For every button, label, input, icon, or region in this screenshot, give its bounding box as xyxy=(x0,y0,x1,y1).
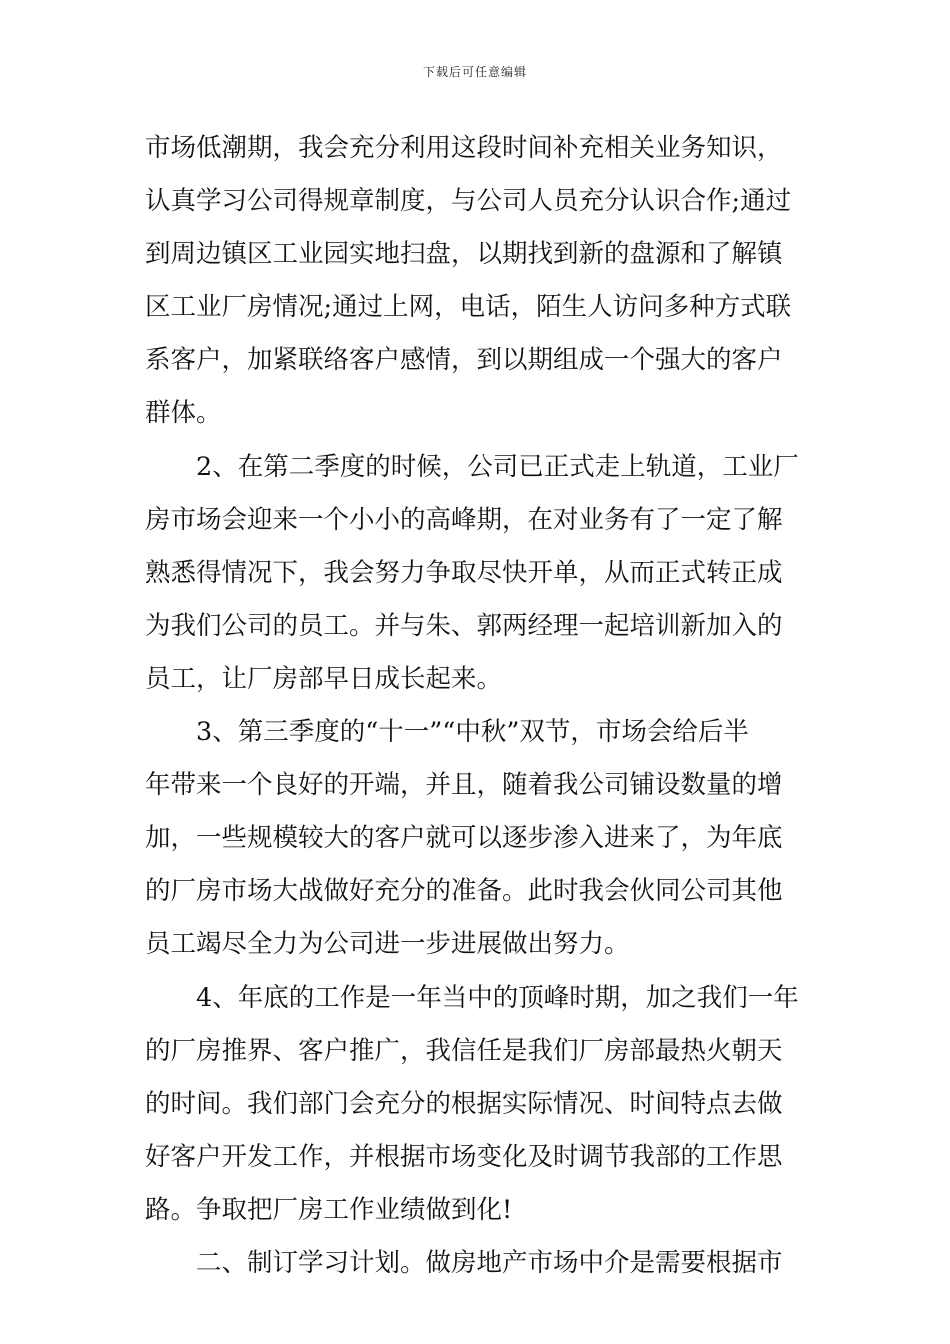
paragraph-5 xyxy=(145,1237,807,1290)
text-line: 群体。 xyxy=(145,398,222,429)
text-line: 的厂房推界、客户推广，我信任是我们厂房部最热火朝天 xyxy=(145,1035,783,1066)
page-header: 下载后可任意编辑 xyxy=(422,65,527,79)
paragraph-4 xyxy=(145,972,807,1237)
text-line: 二、制订学习计划。做房地产市场中介是需要根据市 xyxy=(196,1247,783,1278)
text-line: 的厂房市场大战做好充分的准备。此时我会伙同公司其他 xyxy=(145,876,783,907)
text-line: 熟悉得情况下，我会努力争取尽快开单，从而正式转正成 xyxy=(145,557,783,588)
document-body xyxy=(145,122,807,1290)
text-line: 加，一些规模较大的客户就可以逐步渗入进来了，为年底 xyxy=(145,823,783,854)
text-line: 员工竭尽全力为公司进一步进展做出努力。 xyxy=(145,929,630,960)
paragraph-1 xyxy=(145,122,807,441)
text-line: 区工业厂房情况;通过上网，电话，陌生人访问多种方式联 xyxy=(145,292,792,323)
text-line: 为我们公司的员工。并与朱、郭两经理一起培训新加入的 xyxy=(145,610,783,641)
text-line: 认真学习公司得规章制度，与公司人员充分认识合作;通过 xyxy=(145,186,792,217)
text-line: 年带来一个良好的开端，并且，随着我公司铺设数量的增 xyxy=(145,770,783,801)
text-line: 房市场会迎来一个小小的高峰期，在对业务有了一定了解 xyxy=(145,504,783,535)
text-line: 市场低潮期，我会充分利用这段时间补充相关业务知识， xyxy=(145,133,783,163)
text-line: 员工，让厂房部早日成长起来。 xyxy=(145,663,503,694)
text-line: 好客户开发工作，并根据市场变化及时调节我部的工作思 xyxy=(145,1141,783,1172)
text-line: 4、年底的工作是一年当中的顶峰时期，加之我们一年 xyxy=(196,982,799,1013)
text-line: 2、在第二季度的时候，公司已正式走上轨道，工业厂 xyxy=(196,451,799,482)
text-line: 系客户，加紧联络客户感情，到以期组成一个强大的客户 xyxy=(145,345,783,376)
paragraph-3 xyxy=(145,706,807,971)
text-line: 到周边镇区工业园实地扫盘，以期找到新的盘源和了解镇 xyxy=(145,239,783,270)
text-line: 路。争取把厂房工作业绩做到化! xyxy=(145,1194,513,1225)
paragraph-2 xyxy=(145,441,807,706)
text-line: 的时间。我们部门会充分的根据实际情况、时间特点去做 xyxy=(145,1088,783,1119)
text-line: 3、第三季度的“十一”“中秋”双节，市场会给后半 xyxy=(196,717,749,748)
